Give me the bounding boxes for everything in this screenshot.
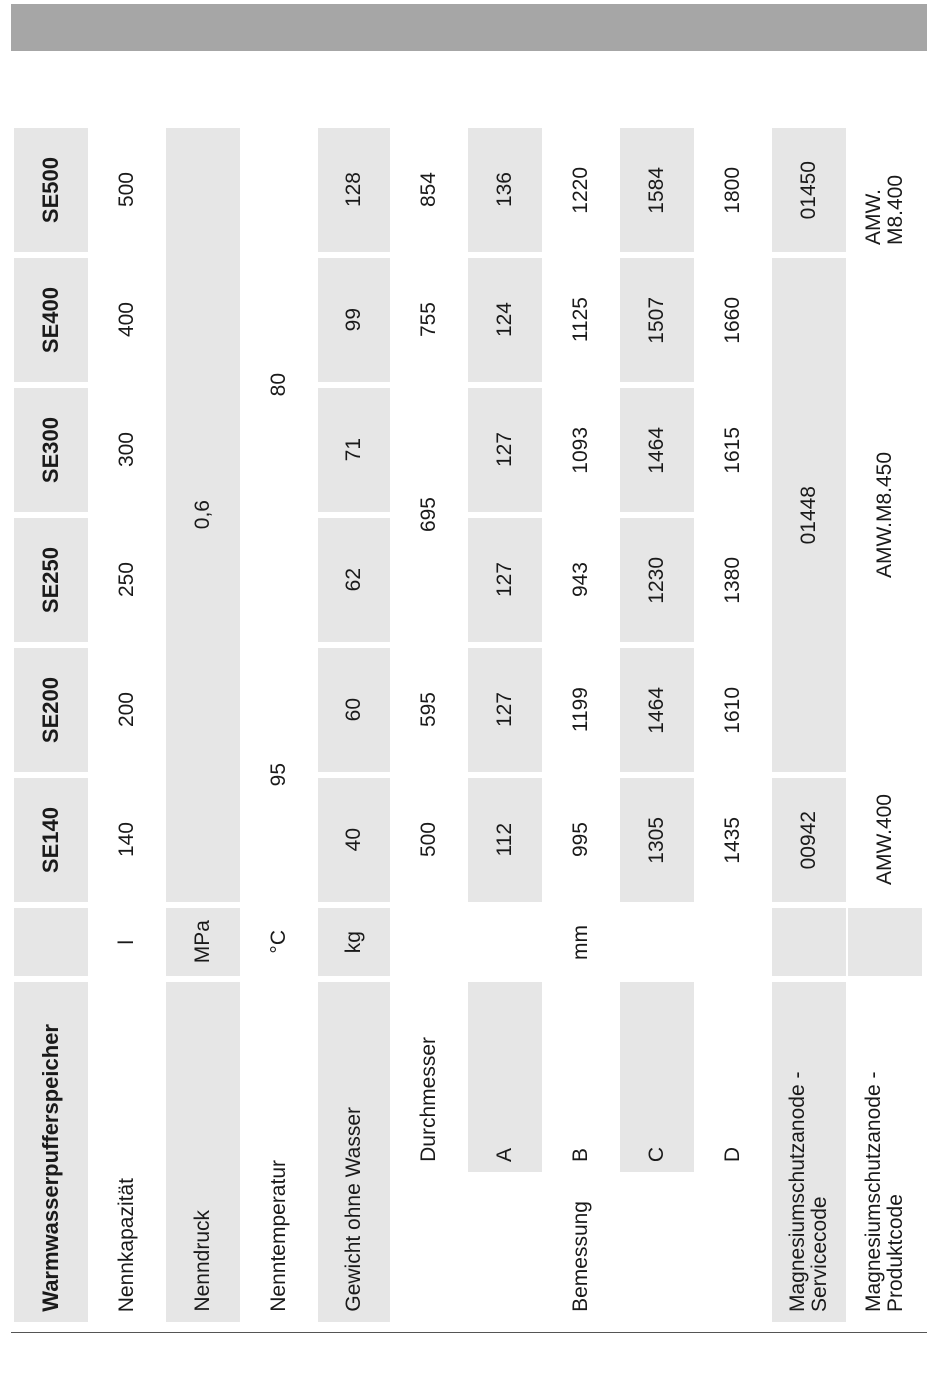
model-header-6	[14, 128, 88, 252]
table-title-text: Warmwasserpufferspeicher	[38, 1024, 64, 1312]
dimension-c-value-text: 1305	[644, 816, 668, 864]
dimension-a-value	[468, 388, 542, 512]
dimension-b-value	[544, 388, 618, 512]
dimension-c-value	[620, 388, 694, 512]
model-header-6-text: SE500	[38, 156, 64, 224]
model-header-3	[14, 518, 88, 642]
diameter-value-text: 695	[416, 497, 440, 533]
service-code-value-text: 01450	[796, 160, 820, 220]
product-code-value	[848, 778, 922, 902]
model-header-2	[14, 648, 88, 772]
unit-pressure-text: MPa	[190, 920, 214, 964]
pressure-value	[166, 128, 240, 902]
diameter-value-text: 755	[416, 302, 440, 338]
service-code-value	[772, 778, 846, 902]
dimension-b-value-text: 1199	[568, 687, 592, 733]
label-weight	[318, 982, 390, 1322]
product-code-value-text: AMW.400	[872, 794, 896, 886]
model-header-5-text: SE400	[38, 286, 64, 354]
diameter-value-text: 854	[416, 172, 440, 208]
label-product-code-text: Magnesiumschutzanode - Produktcode	[861, 1071, 907, 1312]
dimension-c-value	[620, 518, 694, 642]
label-dimension-c	[620, 982, 694, 1172]
weight-value	[318, 648, 390, 772]
temperature-value-a-text: 95	[266, 763, 290, 787]
weight-value-text: 60	[341, 698, 365, 722]
temperature-value-a	[242, 648, 316, 902]
dimension-d-value-text: 1615	[720, 426, 744, 474]
label-capacity-text: Nennkapazität	[114, 1177, 138, 1312]
label-weight-text: Gewicht ohne Wasser	[341, 1107, 365, 1312]
diameter-value	[392, 648, 466, 772]
pressure-value-text: 0,6	[190, 500, 214, 530]
dimension-c-value	[620, 258, 694, 382]
service-code-value	[772, 258, 846, 772]
dimension-b-value-text: 943	[568, 562, 592, 598]
header-bar	[11, 4, 927, 51]
label-dimension-text: Bemessung	[568, 1201, 592, 1312]
dimension-a-value	[468, 128, 542, 252]
dimension-d-value	[696, 258, 770, 382]
dimension-a-value	[468, 518, 542, 642]
unit-pressure	[166, 908, 240, 976]
dimension-c-value	[620, 648, 694, 772]
dimension-d-value-text: 1800	[720, 166, 744, 214]
capacity-value	[90, 388, 164, 512]
dimension-d-value	[696, 388, 770, 512]
dimension-b-value-text: 995	[568, 822, 592, 858]
diameter-value-text: 500	[416, 822, 440, 858]
product-code-value	[848, 128, 922, 252]
unit-capacity	[90, 908, 164, 976]
dimension-a-value-text: 112	[492, 823, 516, 857]
label-dimension-b-text: B	[568, 1147, 592, 1162]
weight-value-text: 71	[341, 438, 365, 462]
table-title	[14, 982, 88, 1322]
model-header-2-text: SE200	[38, 676, 64, 744]
label-temperature-text: Nenntemperatur	[266, 1160, 290, 1312]
capacity-value	[90, 128, 164, 252]
dimension-b-value	[544, 518, 618, 642]
label-dimension-d	[696, 982, 770, 1172]
label-product-code	[848, 982, 922, 1322]
dimension-a-value-text: 124	[492, 302, 516, 338]
product-code-value-text: AMW.M8.450	[872, 451, 896, 579]
unit-temperature	[242, 908, 316, 976]
dimension-a-value-text: 136	[492, 172, 516, 208]
weight-value	[318, 388, 390, 512]
weight-value-text: 40	[341, 828, 365, 852]
label-capacity	[90, 982, 164, 1322]
capacity-value-text: 400	[114, 302, 138, 338]
service-code-value-text: 00942	[796, 810, 820, 870]
model-header-1	[14, 778, 88, 902]
capacity-value-text: 500	[114, 172, 138, 208]
unit-weight-text: kg	[341, 930, 365, 954]
label-dimension-b	[544, 982, 618, 1172]
weight-value-text: 99	[341, 308, 365, 332]
dimension-a-value	[468, 258, 542, 382]
dimension-d-value-text: 1435	[720, 816, 744, 864]
unit-service-blank	[772, 908, 846, 976]
model-header-1-text: SE140	[38, 806, 64, 874]
temperature-value-b-text: 80	[266, 373, 290, 397]
dimension-a-value	[468, 778, 542, 902]
dimension-a-value	[468, 648, 542, 772]
model-header-5	[14, 258, 88, 382]
diameter-value	[392, 388, 466, 642]
capacity-value	[90, 648, 164, 772]
dimension-a-value-text: 127	[492, 692, 516, 728]
dimension-b-value-text: 1220	[568, 166, 592, 214]
dimension-d-value-text: 1610	[720, 686, 744, 734]
label-pressure-text: Nenndruck	[190, 1210, 214, 1312]
unit-weight	[318, 908, 390, 976]
label-dimension	[392, 1178, 770, 1322]
label-temperature	[242, 982, 316, 1322]
weight-value-text: 128	[341, 172, 365, 208]
dimension-a-value-text: 127	[492, 562, 516, 598]
weight-value-text: 62	[341, 568, 365, 592]
dimension-c-value-text: 1230	[644, 556, 668, 604]
capacity-value	[90, 258, 164, 382]
unit-dimension	[392, 908, 770, 976]
model-header-4	[14, 388, 88, 512]
label-service-code	[772, 982, 846, 1322]
model-header-4-text: SE300	[38, 416, 64, 484]
diameter-value	[392, 258, 466, 382]
service-code-value	[772, 128, 846, 252]
dimension-c-value-text: 1584	[644, 166, 668, 214]
dimension-c-value-text: 1464	[644, 426, 668, 474]
capacity-value-text: 200	[114, 692, 138, 728]
label-dimension-a	[468, 982, 542, 1172]
label-dimension-c-text: C	[644, 1146, 668, 1162]
label-pressure	[166, 982, 240, 1322]
label-service-code-text: Magnesiumschutzanode - Servicecode	[785, 1071, 831, 1312]
unit-capacity-text: l	[114, 939, 138, 945]
capacity-value-text: 250	[114, 562, 138, 598]
weight-value	[318, 778, 390, 902]
weight-value	[318, 518, 390, 642]
product-code-value-text: AMW. M8.400	[861, 174, 907, 245]
dimension-c-value	[620, 778, 694, 902]
unit-temperature-text: °C	[266, 930, 290, 954]
product-code-value	[848, 258, 922, 772]
diameter-value	[392, 778, 466, 902]
unit-product-blank	[848, 908, 922, 976]
weight-value	[318, 258, 390, 382]
label-diameter-text: Durchmesser	[416, 1037, 440, 1162]
temperature-value-b	[242, 128, 316, 642]
weight-value	[318, 128, 390, 252]
capacity-value	[90, 518, 164, 642]
dimension-d-value-text: 1380	[720, 556, 744, 604]
dimension-d-value-text: 1660	[720, 296, 744, 344]
service-code-value-text: 01448	[796, 485, 820, 545]
label-dimension-d-text: D	[720, 1146, 744, 1162]
label-dimension-a-text: A	[492, 1147, 516, 1162]
dimension-d-value	[696, 648, 770, 772]
dimension-c-value-text: 1507	[644, 296, 668, 344]
capacity-value	[90, 778, 164, 902]
dimension-b-value	[544, 778, 618, 902]
dimension-a-value-text: 127	[492, 432, 516, 468]
dimension-b-value	[544, 128, 618, 252]
unit-dimension-text: mm	[568, 924, 592, 960]
dimension-b-value	[544, 258, 618, 382]
dimension-c-value	[620, 128, 694, 252]
dimension-b-value-text: 1125	[568, 297, 592, 343]
dimension-b-value	[544, 648, 618, 772]
label-diameter	[392, 982, 466, 1172]
dimension-b-value-text: 1093	[568, 426, 592, 474]
dimension-c-value-text: 1464	[644, 686, 668, 734]
bottom-rule	[11, 1332, 927, 1333]
diameter-value	[392, 128, 466, 252]
dimension-d-value	[696, 778, 770, 902]
model-header-3-text: SE250	[38, 546, 64, 614]
capacity-value-text: 300	[114, 432, 138, 468]
dimension-d-value	[696, 128, 770, 252]
capacity-value-text: 140	[114, 822, 138, 858]
header-unit-blank	[14, 908, 88, 976]
diameter-value-text: 595	[416, 692, 440, 728]
dimension-d-value	[696, 518, 770, 642]
